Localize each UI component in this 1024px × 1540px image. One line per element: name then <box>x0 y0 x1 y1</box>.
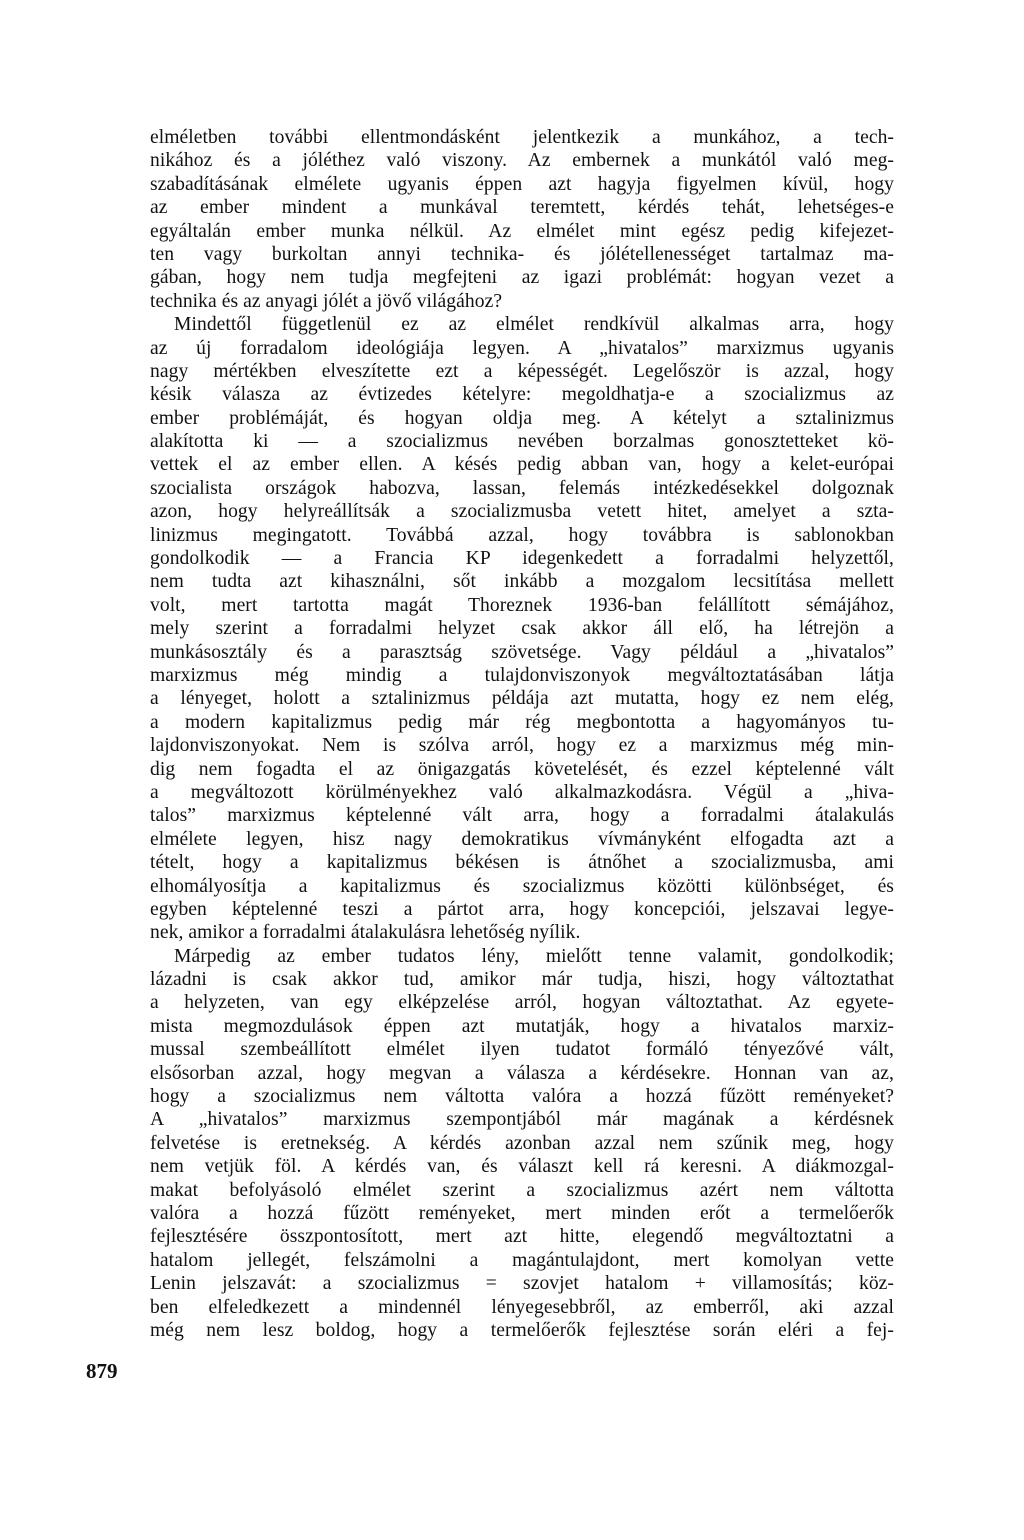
text-line: ember problémáját, és hogyan oldja meg. A kételyt a sztalinizmus <box>150 407 894 429</box>
text-line: a megváltozott körülményekhez való alkalmazkodásra. Végül a „hiva- <box>150 781 894 803</box>
text-line: vettek el az ember ellen. A késés pedig abban van, hogy a kelet-európai <box>150 454 894 476</box>
text-line: linizmus megingatott. Továbbá azzal, hogy továbbra is sablonokban <box>150 524 894 546</box>
text-line: azon, hogy helyreállítsák a szocializmusba vetett hitet, amelyet a szta- <box>150 501 894 523</box>
text-line: lajdonviszonyokat. Nem is szólva arról, hogy ez a marxizmus még min- <box>150 735 894 757</box>
text-line: hatalom jellegét, felszámolni a magántulajdont, mert komolyan vette <box>150 1249 894 1271</box>
text-line: volt, mert tartotta magát Thoreznek 1936-ban felállított sémájához, <box>150 594 894 616</box>
text-line: elhomályosítja a kapitalizmus és szocializmus közötti különbséget, és <box>150 875 894 897</box>
page-number: 879 <box>86 1359 118 1383</box>
text-line: talos” marxizmus képtelenné vált arra, hogy a forradalmi átalakulás <box>150 805 894 827</box>
text-line: fejlesztésére összpontosított, mert azt hitte, elegendő megváltoztatni a <box>150 1226 894 1248</box>
paragraph-first-line: Mindettől függetlenül ez az elmélet rendkívül alkalmas arra, hogy <box>174 314 894 336</box>
text-line: mista megmozdulások éppen azt mutatják, hogy a hivatalos marxiz- <box>150 1015 894 1037</box>
paragraph-first-line: Márpedig az ember tudatos lény, mielőtt tenne valamit, gondolkodik; <box>174 945 894 967</box>
text-line: gondolkodik — a Francia KP idegenkedett a forradalmi helyzettől, <box>150 548 894 570</box>
text-line: a lényeget, holott a sztalinizmus példája azt mutatta, hogy ez nem elég, <box>150 688 894 710</box>
text-line: az ember mindent a munkával teremtett, kérdés tehát, lehetséges-e <box>150 197 894 219</box>
text-line: lázadni is csak akkor tud, amikor már tudja, hiszi, hogy változtathat <box>150 969 894 991</box>
text-line: az új forradalom ideológiája legyen. A „hivatalos” marxizmus ugyanis <box>150 337 894 359</box>
text-line: elsősorban azzal, hogy megvan a válasza a kérdésekre. Honnan van az, <box>150 1062 894 1084</box>
text-line: makat befolyásoló elmélet szerint a szocializmus azért nem váltotta <box>150 1179 894 1201</box>
text-line: szocialista országok habozva, lassan, felemás intézkedésekkel dolgoznak <box>150 477 894 499</box>
text-line: szabadításának elmélete ugyanis éppen azt hagyja figyelmen kívül, hogy <box>150 173 894 195</box>
body-text <box>150 126 894 1342</box>
text-line: felvetése is eretnekség. A kérdés azonban azzal nem szűnik meg, hogy <box>150 1132 894 1154</box>
text-line: mely szerint a forradalmi helyzet csak akkor áll elő, ha létrejön a <box>150 618 894 640</box>
text-line: nem vetjük föl. A kérdés van, és választ kell rá keresni. A diákmozgal- <box>150 1156 894 1178</box>
text-line: késik válasza az évtizedes kételyre: megoldhatja-e a szocializmus az <box>150 384 894 406</box>
text-line: marxizmus még mindig a tulajdonviszonyok megváltoztatásában látja <box>150 664 894 686</box>
text-line: még nem lesz boldog, hogy a termelőerők fejlesztése során eléri a fej- <box>150 1319 894 1341</box>
text-line: tételt, hogy a kapitalizmus békésen is átnőhet a szocializmusba, ami <box>150 852 894 874</box>
text-line: egyben képtelenné teszi a pártot arra, hogy koncepciói, jelszavai legye- <box>150 898 894 920</box>
text-line: munkásosztály és a parasztság szövetsége. Vagy például a „hivatalos” <box>150 641 894 663</box>
text-line: nikához és a jóléthez való viszony. Az embernek a munkától való meg- <box>150 150 894 172</box>
text-line: ten vagy burkoltan annyi technika- és jólétellenességet tartalmaz ma- <box>150 243 894 265</box>
text-line: ben elfeledkezett a mindennél lényegesebbről, az emberről, aki azzal <box>150 1296 894 1318</box>
text-line: gában, hogy nem tudja megfejteni az igazi problémát: hogyan vezet a <box>150 267 894 289</box>
text-line: elmélete legyen, hisz nagy demokratikus vívmányként elfogadta azt a <box>150 828 894 850</box>
text-line: dig nem fogadta el az önigazgatás követelését, és ezzel képtelenné vált <box>150 758 894 780</box>
text-line: technika és az anyagi jólét a jövő világához? <box>150 290 503 312</box>
text-line: Lenin jelszavát: a szocializmus = szovjet hatalom + villamosítás; köz- <box>150 1273 894 1295</box>
text-line: a modern kapitalizmus pedig már rég megbontotta a hagyományos tu- <box>150 711 894 733</box>
text-line: egyáltalán ember munka nélkül. Az elmélet mint egész pedig kifejezet- <box>150 220 894 242</box>
text-line: alakította ki — a szocializmus nevében borzalmas gonosztetteket kö- <box>150 431 894 453</box>
text-line: valóra a hozzá fűzött reményeket, mert minden erőt a termelőerők <box>150 1202 894 1224</box>
text-line: hogy a szocializmus nem váltotta valóra a hozzá fűzött reményeket? <box>150 1086 894 1108</box>
text-line: nagy mértékben elveszítette ezt a képességét. Legelőször is azzal, hogy <box>150 360 894 382</box>
text-line: nek, amikor a forradalmi átalakulásra lehetőség nyílik. <box>150 922 581 944</box>
text-line: A „hivatalos” marxizmus szempontjából már magának a kérdésnek <box>150 1109 894 1131</box>
text-line: elméletben további ellentmondásként jelentkezik a munkához, a tech- <box>150 127 894 148</box>
text-line: nem tudta azt kihasználni, sőt inkább a mozgalom lecsitítása mellett <box>150 571 894 593</box>
text-line: mussal szembeállított elmélet ilyen tudatot formáló tényezővé vált, <box>150 1039 894 1061</box>
text-line: a helyzeten, van egy elképzelése arról, hogyan változtathat. Az egyete- <box>150 992 894 1014</box>
